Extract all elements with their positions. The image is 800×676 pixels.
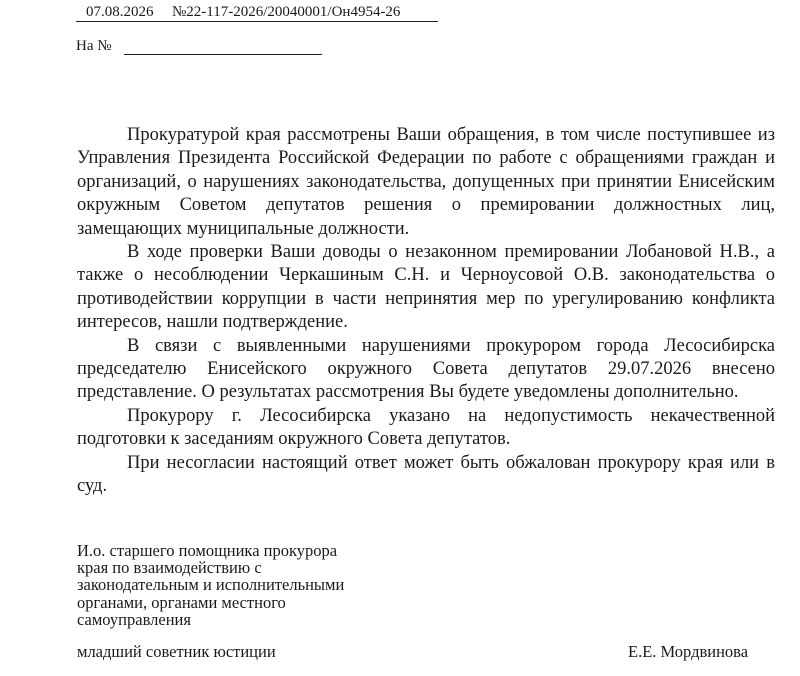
signer-name: Е.Е. Мордвинова (628, 642, 749, 661)
reference-label: На № (76, 38, 112, 54)
position-line: края по взаимодействию с (77, 558, 262, 578)
paragraph-2: В ходе проверки Ваши доводы о незаконном премировании Лобановой Н.В., а также о несоблюдении Черкашиным С.Н. и Черноусовой О.В. законодательства о противодействии коррупции в части непринятия мер по урегулированию конфликта интересов, нашли подтверждение. (77, 242, 775, 333)
signer-position (77, 542, 417, 628)
registration-line (76, 4, 438, 22)
paragraph-1: Прокуратурой края рассмотрены Ваши обращения, в том числе поступившее из Управления Президента Российской Федерации по работе с обращениями граждан и организаций, о нарушениях законодательства, допущенных при принятии Енисейским окружным Советом депутатов решения о премировании должностных лиц, замещающих муниципальные должности. (77, 125, 775, 239)
signer-rank: младший советник юстиции (77, 642, 276, 661)
position-line: самоуправления (77, 609, 191, 629)
paragraph-5: При несогласии настоящий ответ может быть обжалован прокурору края или в суд. (77, 452, 775, 497)
paragraph-4: Прокурору г. Лесосибирска указано на недопустимость некачественной подготовки к заседаниям окружного Совета депутатов. (77, 405, 775, 450)
paragraph-3: В связи с выявленными нарушениями прокурором города Лесосибирска председателю Енисейского окружного Совета депутатов 29.07.2026 внесено представление. О результатах рассмотрения Вы будете уведомлены дополнительно. (77, 335, 775, 403)
letter-date: 07.08.2026 (86, 4, 154, 20)
letter-number: №22-117-2026/20040001/Он4954-26 (172, 4, 401, 20)
reference-blank-line (124, 54, 322, 55)
letter-body (77, 124, 775, 499)
position-line: законодательным и исполнительными (77, 575, 345, 595)
position-line: И.о. старшего помощника прокурора (77, 541, 338, 560)
position-line: органами, органами местного (77, 592, 286, 612)
